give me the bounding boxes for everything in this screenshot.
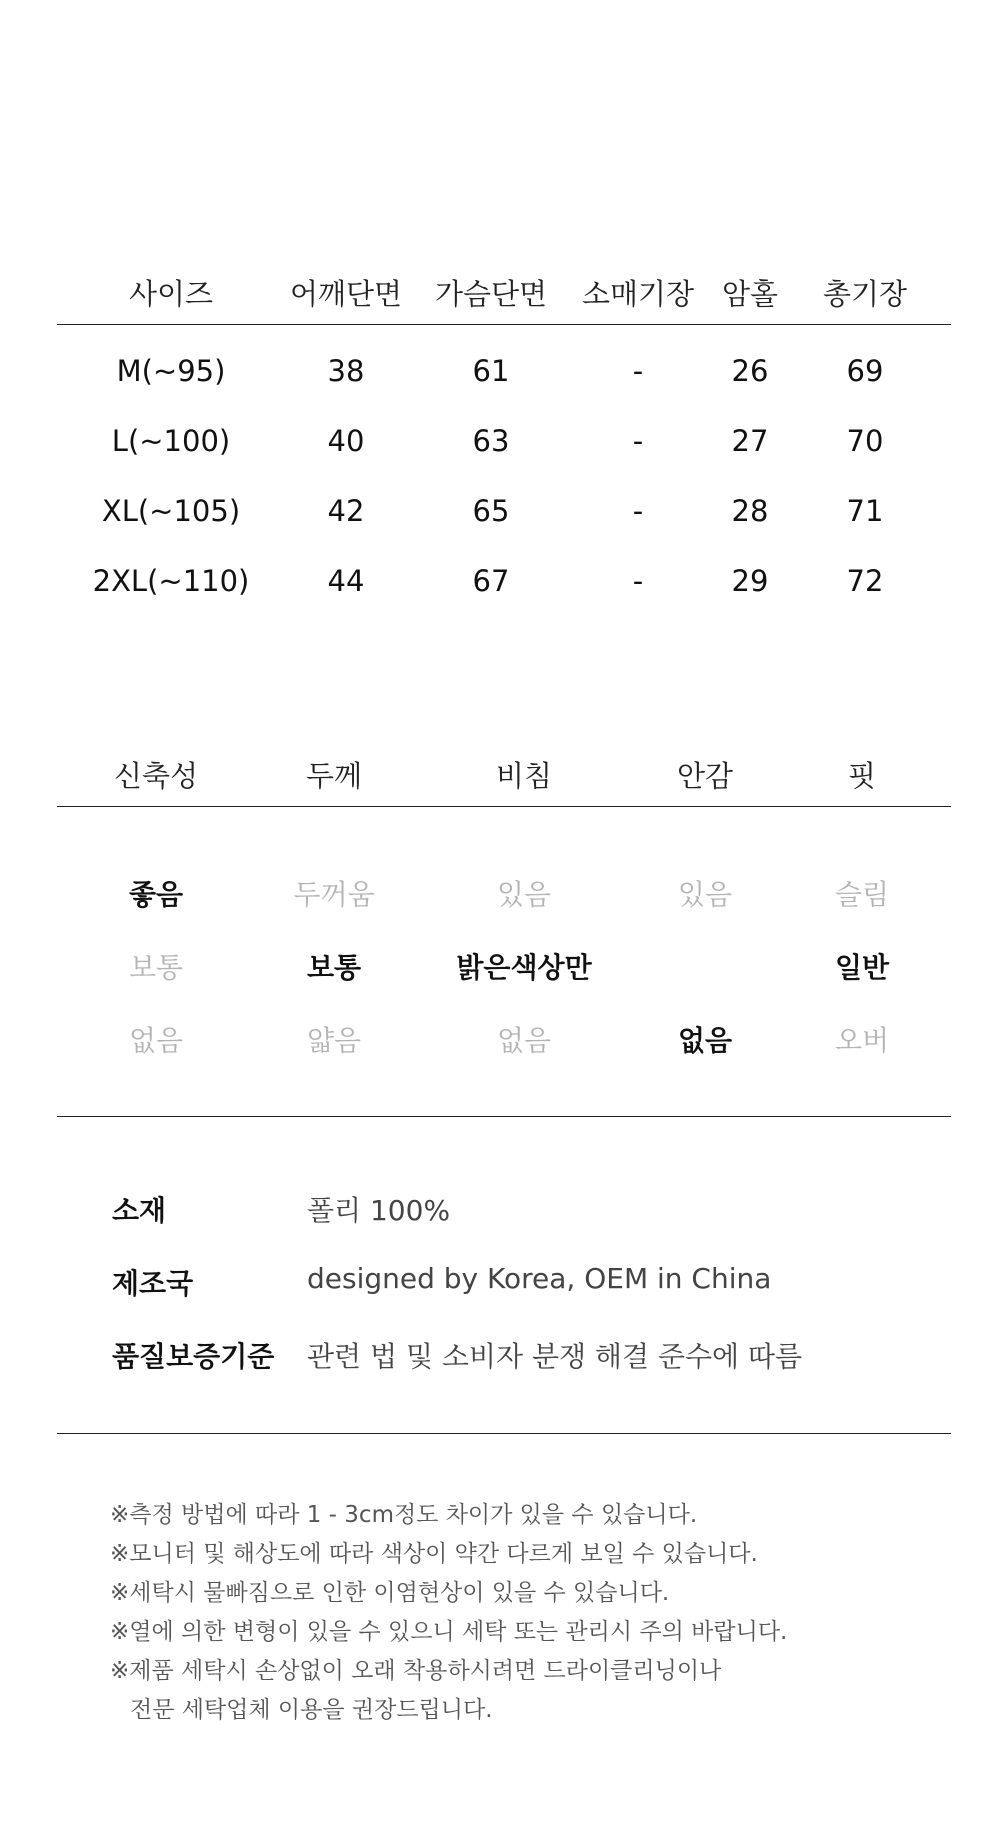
note-item: ※열에 의한 변형이 있을 수 있으니 세탁 또는 관리시 주의 바랍니다. [110, 1619, 788, 1645]
sheerness-option-light-colors: 밝은색상만 [456, 951, 592, 984]
size-header-shoulder: 어깨단면 [289, 277, 403, 311]
origin-value: designed by Korea, OEM in China [307, 1262, 772, 1295]
table-cell-size: M(~95) [116, 354, 226, 388]
table-cell-chest: 63 [472, 424, 510, 458]
note-item: ※제품 세탁시 손상없이 오래 착용하시려면 드라이클리닝이나 [110, 1658, 722, 1684]
size-header-size: 사이즈 [128, 277, 214, 311]
thickness-option-thick: 두꺼움 [293, 878, 375, 911]
note-item: 전문 세탁업체 이용을 권장드립니다. [130, 1697, 493, 1723]
quality-label: 품질보증기준 [112, 1340, 275, 1373]
quality-value: 관련 법 및 소비자 분쟁 해결 준수에 따름 [307, 1340, 803, 1373]
fit-option-regular: 일반 [834, 951, 890, 984]
table-cell-shoulder: 44 [327, 564, 365, 598]
note-item: ※세탁시 물빠짐으로 인한 이염현상이 있을 수 있습니다. [110, 1580, 670, 1606]
lining-option-none: 없음 [677, 1024, 733, 1057]
note-item: ※모니터 및 해상도에 따라 색상이 약간 다르게 보일 수 있습니다. [110, 1541, 758, 1567]
size-header-sleeve: 소매기장 [581, 277, 695, 311]
table-cell-size: 2XL(~110) [92, 564, 250, 598]
table-cell-shoulder: 38 [327, 354, 365, 388]
table-cell-armhole: 29 [731, 564, 769, 598]
attr-header-fit: 핏 [847, 759, 877, 793]
table-cell-chest: 61 [472, 354, 510, 388]
table-cell-sleeve: - [632, 424, 644, 458]
sheerness-option-none: 없음 [496, 1024, 552, 1057]
material-label: 소재 [112, 1194, 167, 1227]
table-cell-length: 71 [846, 494, 884, 528]
table-cell-chest: 67 [472, 564, 510, 598]
table-cell-armhole: 28 [731, 494, 769, 528]
fit-option-slim: 슬림 [834, 878, 890, 911]
size-header-length: 총기장 [822, 277, 908, 311]
thickness-option-normal: 보통 [306, 951, 362, 984]
origin-label: 제조국 [112, 1267, 194, 1300]
lining-option-yes: 있음 [677, 878, 733, 911]
stretch-option-good: 좋음 [128, 878, 184, 911]
table-cell-shoulder: 40 [327, 424, 365, 458]
table-cell-sleeve: - [632, 564, 644, 598]
size-header-chest: 가슴단면 [434, 277, 548, 311]
table-cell-length: 70 [846, 424, 884, 458]
table-cell-length: 69 [846, 354, 884, 388]
material-value: 폴리 100% [307, 1194, 451, 1227]
thickness-option-thin: 얇음 [306, 1024, 362, 1057]
attr-header-stretch: 신축성 [113, 759, 199, 793]
attr-header-divider [57, 806, 951, 807]
table-cell-sleeve: - [632, 494, 644, 528]
attr-header-lining: 안감 [676, 759, 734, 793]
size-header-divider [57, 324, 951, 325]
stretch-option-normal: 보통 [128, 951, 184, 984]
table-cell-chest: 65 [472, 494, 510, 528]
table-cell-shoulder: 42 [327, 494, 365, 528]
stretch-option-none: 없음 [128, 1024, 184, 1057]
attr-header-sheerness: 비침 [495, 759, 553, 793]
attr-header-thickness: 두께 [305, 759, 363, 793]
sheerness-option-yes: 있음 [496, 878, 552, 911]
section-divider [57, 1433, 951, 1434]
table-cell-size: L(~100) [111, 424, 231, 458]
table-cell-armhole: 26 [731, 354, 769, 388]
table-cell-sleeve: - [632, 354, 644, 388]
section-divider [57, 1116, 951, 1117]
table-cell-size: XL(~105) [101, 494, 241, 528]
note-item: ※측정 방법에 따라 1 - 3cm정도 차이가 있을 수 있습니다. [110, 1502, 698, 1528]
size-header-armhole: 암홀 [721, 277, 779, 311]
table-cell-armhole: 27 [731, 424, 769, 458]
table-cell-length: 72 [846, 564, 884, 598]
fit-option-over: 오버 [834, 1024, 890, 1057]
